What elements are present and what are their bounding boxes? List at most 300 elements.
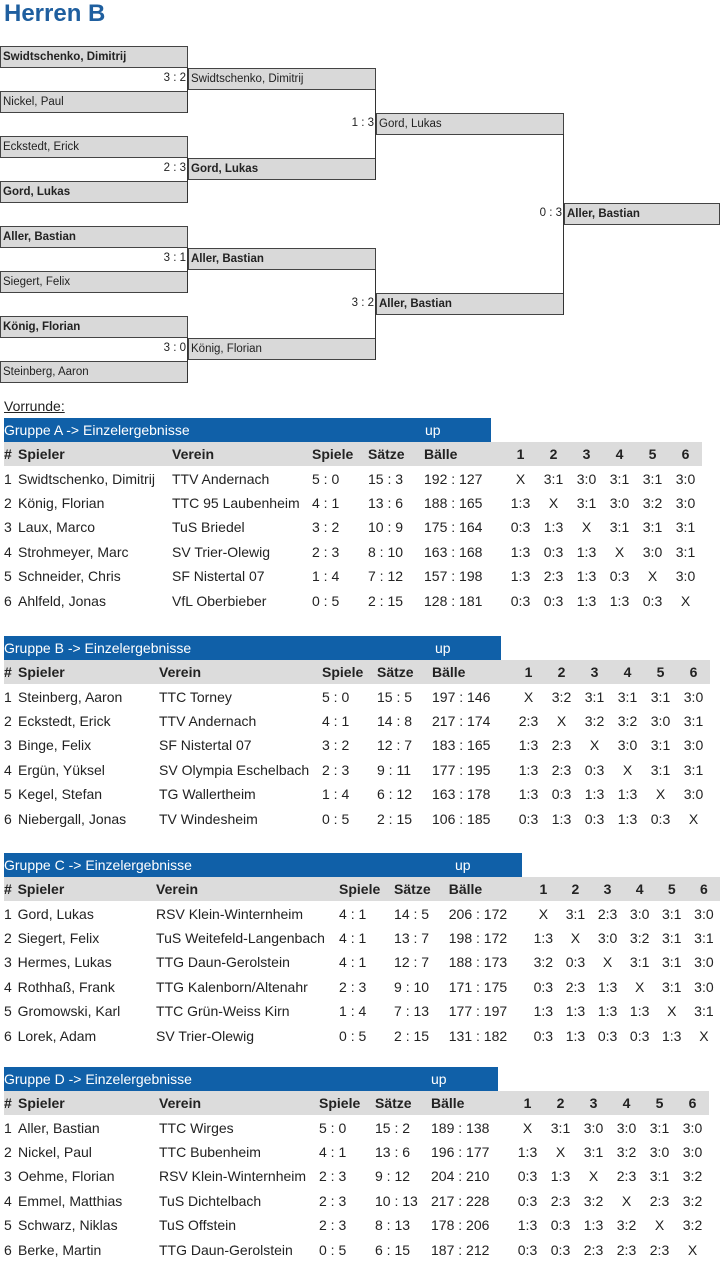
bracket-r2-player[interactable]: König, Florian — [188, 338, 376, 360]
result-cell: 0:3 — [584, 761, 605, 778]
player-cell[interactable]: Laux, Marco — [18, 519, 96, 536]
table-row — [4, 1237, 709, 1261]
club-cell[interactable]: SV Olympia Eschelbach — [159, 761, 310, 778]
result-cell: 1:3 — [576, 592, 597, 609]
rank-cell: 6 — [4, 1027, 12, 1044]
result-cell: 3:1 — [543, 470, 564, 487]
club-cell[interactable]: TuS Dichtelbach — [159, 1192, 262, 1209]
result-cell: 1:3 — [518, 786, 539, 803]
club-cell[interactable]: SV Trier-Olewig — [172, 543, 271, 560]
column-header: Spieler — [18, 1095, 65, 1112]
player-cell[interactable]: Kegel, Stefan — [18, 786, 103, 803]
player-cell[interactable]: Lorek, Adam — [17, 1027, 97, 1044]
club-cell[interactable]: TTC Torney — [159, 688, 232, 705]
result-cell: X — [699, 1027, 709, 1044]
club-cell[interactable]: TTC Bubenheim — [159, 1143, 261, 1160]
result-cell: 3:1 — [565, 905, 586, 922]
result-cell: 3:1 — [617, 688, 638, 705]
sets-cell: 14 : 5 — [394, 905, 430, 922]
player-cell[interactable]: Ergün, Yüksel — [18, 761, 105, 778]
club-cell[interactable]: TTC 95 Laubenheim — [172, 494, 300, 511]
games-cell: 2 : 3 — [312, 543, 340, 560]
result-cell: 0:3 — [533, 1027, 554, 1044]
column-header: Spiele — [322, 664, 364, 681]
sets-cell: 8 : 10 — [368, 543, 404, 560]
bracket-connector-line — [187, 67, 188, 113]
balls-cell: 189 : 138 — [431, 1119, 490, 1136]
result-cell: X — [570, 929, 581, 946]
player-cell[interactable]: Berke, Martin — [18, 1241, 102, 1258]
result-cell: 0:3 — [543, 592, 564, 609]
rank-cell: 2 — [4, 929, 12, 946]
column-header: 6 — [689, 664, 698, 681]
sets-cell: 7 : 12 — [368, 568, 404, 585]
results-table — [4, 442, 702, 613]
table-row — [4, 1023, 720, 1047]
club-cell[interactable]: TTG Kalenborn/Altenahr — [156, 978, 308, 995]
result-cell: 2:3 — [616, 1168, 637, 1185]
player-cell[interactable]: Strohmeyer, Marc — [18, 543, 129, 560]
result-cell: 0:3 — [565, 954, 586, 971]
result-cell: 2:3 — [543, 568, 564, 585]
column-header: 4 — [623, 664, 632, 681]
club-cell[interactable]: TuS Weitefeld-Langenbach — [156, 929, 325, 946]
rank-cell: 6 — [4, 1241, 12, 1258]
player-cell[interactable]: Schwarz, Niklas — [18, 1217, 118, 1234]
result-cell: 3:1 — [650, 761, 671, 778]
result-cell: 3:1 — [584, 688, 605, 705]
group-header-bar — [4, 853, 522, 877]
result-cell: 3:0 — [694, 905, 714, 922]
games-cell: 4 : 1 — [339, 929, 367, 946]
result-cell: 3:0 — [616, 1119, 637, 1136]
result-cell: 3:1 — [662, 905, 682, 922]
result-cell: 1:3 — [517, 1143, 538, 1160]
result-cell: 3:1 — [662, 929, 682, 946]
table-row — [4, 564, 702, 588]
sets-cell: 6 : 15 — [375, 1241, 411, 1258]
result-cell: 3:0 — [597, 929, 618, 946]
games-cell: 0 : 5 — [319, 1241, 347, 1258]
rank-cell: 6 — [4, 592, 12, 609]
result-cell: 3:0 — [650, 712, 671, 729]
result-cell: 3:1 — [662, 978, 682, 995]
sets-cell: 13 : 6 — [375, 1143, 411, 1160]
sets-cell: 9 : 11 — [377, 761, 411, 778]
bracket-r1-player[interactable]: Siegert, Felix — [0, 271, 188, 293]
bracket-connector-line — [375, 269, 376, 360]
result-cell: 3:0 — [649, 1143, 670, 1160]
bracket-r2-player[interactable]: Gord, Lukas — [188, 158, 376, 180]
column-header: 6 — [699, 881, 708, 898]
player-cell[interactable]: Rothhaß, Frank — [17, 978, 115, 995]
result-cell: 1:3 — [662, 1027, 682, 1044]
table-header-row — [4, 877, 720, 901]
table-header-row — [4, 1091, 709, 1115]
club-cell[interactable]: TTC Wirges — [159, 1119, 234, 1136]
club-cell[interactable]: TTG Daun-Gerolstein — [159, 1241, 293, 1258]
column-header: Verein — [172, 446, 215, 463]
result-cell: 3:0 — [683, 688, 704, 705]
games-cell: 2 : 3 — [322, 761, 350, 778]
result-cell: 0:3 — [533, 978, 554, 995]
bracket-connector-line — [375, 89, 376, 180]
bracket-score: 0 : 3 — [539, 207, 562, 219]
bracket-r3-player[interactable]: Gord, Lukas — [376, 113, 564, 135]
result-cell: X — [621, 1192, 632, 1209]
result-cell: 1:3 — [565, 1027, 586, 1044]
result-cell: X — [538, 905, 549, 922]
result-cell: X — [680, 592, 691, 609]
sets-cell: 10 : 13 — [375, 1192, 418, 1209]
club-cell[interactable]: SV Trier-Olewig — [156, 1027, 255, 1044]
result-cell: 2:3 — [597, 905, 618, 922]
bracket-score: 3 : 0 — [163, 342, 186, 354]
column-header: 5 — [655, 1095, 664, 1112]
column-header: 3 — [590, 664, 599, 681]
bracket-r1-player[interactable]: Swidtschenko, Dimitrij — [0, 46, 188, 68]
player-cell[interactable]: Gord, Lukas — [17, 905, 94, 922]
result-cell: 3:2 — [682, 1168, 703, 1185]
result-cell: 1:3 — [543, 519, 564, 536]
result-cell: 3:0 — [683, 737, 704, 754]
result-cell: 1:3 — [576, 568, 597, 585]
result-cell: 3:0 — [682, 1143, 703, 1160]
column-header: Spieler — [17, 881, 65, 898]
club-cell[interactable]: TuS Offstein — [159, 1217, 237, 1234]
result-cell: X — [581, 519, 592, 536]
result-cell: 3:0 — [629, 905, 650, 922]
games-cell: 0 : 5 — [312, 592, 340, 609]
club-cell[interactable]: VfL Oberbieber — [172, 592, 267, 609]
club-cell[interactable]: TuS Briedel — [172, 519, 245, 536]
games-cell: 2 : 3 — [319, 1192, 347, 1209]
result-cell: 3:0 — [682, 1119, 703, 1136]
bracket-connector-line — [187, 157, 188, 203]
result-cell: 1:3 — [583, 1217, 604, 1234]
player-cell[interactable]: Siegert, Felix — [17, 929, 100, 946]
bracket-r1-player[interactable]: Eckstedt, Erick — [0, 136, 188, 158]
rank-cell: 1 — [4, 905, 12, 922]
player-cell[interactable]: Eckstedt, Erick — [18, 712, 111, 729]
column-header: 3 — [582, 446, 591, 463]
sets-cell: 8 : 13 — [375, 1217, 411, 1234]
result-cell: 0:3 — [550, 1241, 571, 1258]
page-title: Herren B — [4, 0, 106, 27]
group-header-bar — [4, 636, 501, 660]
bracket-r1-player[interactable]: Gord, Lukas — [0, 181, 188, 203]
up-link[interactable]: up — [431, 1071, 447, 1087]
games-cell: 1 : 4 — [312, 568, 340, 585]
rank-cell: 1 — [4, 1119, 12, 1136]
table-row — [4, 1115, 709, 1139]
balls-cell: 192 : 127 — [424, 470, 483, 487]
balls-cell: 198 : 172 — [448, 929, 508, 946]
column-header: Bälle — [431, 1095, 465, 1112]
column-header: # — [4, 1095, 12, 1112]
balls-cell: 217 : 228 — [431, 1192, 490, 1209]
column-header: Verein — [156, 881, 199, 898]
result-cell: 3:0 — [675, 494, 696, 511]
result-cell: 3:1 — [683, 712, 704, 729]
result-cell: 3:1 — [675, 519, 696, 536]
games-cell: 1 : 4 — [339, 1003, 367, 1020]
result-cell: 0:3 — [597, 1027, 618, 1044]
result-cell: 3:2 — [533, 954, 554, 971]
player-cell[interactable]: Nickel, Paul — [18, 1143, 92, 1160]
games-cell: 2 : 3 — [339, 978, 367, 995]
club-cell[interactable]: SF Nistertal 07 — [159, 737, 252, 754]
club-cell[interactable]: TTV Andernach — [159, 712, 257, 729]
result-cell: 2:3 — [518, 712, 539, 729]
group-C — [4, 853, 720, 1048]
bracket-r3-player[interactable]: Aller, Bastian — [376, 293, 564, 315]
result-cell: 1:3 — [510, 494, 531, 511]
result-cell: X — [634, 978, 645, 995]
bracket-r2-player[interactable]: Swidtschenko, Dimitrij — [188, 68, 376, 90]
column-header: Spiele — [312, 446, 354, 463]
rank-cell: 2 — [4, 494, 12, 511]
club-cell[interactable]: TTG Daun-Gerolstein — [156, 954, 290, 971]
balls-cell: 177 : 195 — [432, 761, 491, 778]
column-header: 1 — [516, 446, 525, 463]
bracket-connector-line — [187, 247, 188, 293]
result-cell: 3:2 — [616, 1143, 637, 1160]
result-cell: 3:2 — [584, 712, 605, 729]
bracket-r2-player[interactable]: Aller, Bastian — [188, 248, 376, 270]
games-cell: 4 : 1 — [319, 1143, 347, 1160]
result-cell: 3:0 — [617, 737, 638, 754]
sets-cell: 15 : 2 — [375, 1119, 411, 1136]
column-header: Spiele — [339, 881, 381, 898]
column-header: 1 — [523, 1095, 532, 1112]
result-cell: X — [515, 470, 526, 487]
player-cell[interactable]: Binge, Felix — [18, 737, 92, 754]
table-row — [4, 684, 710, 708]
club-cell[interactable]: RSV Klein-Winternheim — [156, 905, 304, 922]
result-cell: 2:3 — [551, 737, 572, 754]
result-cell: 2:3 — [616, 1241, 637, 1258]
games-cell: 4 : 1 — [312, 494, 340, 511]
result-cell: 3:1 — [662, 954, 682, 971]
column-header: 2 — [571, 881, 580, 898]
result-cell: X — [622, 761, 633, 778]
rank-cell: 2 — [4, 1143, 12, 1160]
player-cell[interactable]: König, Florian — [18, 494, 105, 511]
club-cell[interactable]: TV Windesheim — [159, 810, 258, 827]
result-cell: 0:3 — [543, 543, 564, 560]
sets-cell: 2 : 15 — [368, 592, 404, 609]
table-row — [4, 926, 720, 950]
column-header: Sätze — [377, 664, 414, 681]
rank-cell: 3 — [4, 954, 12, 971]
result-cell: X — [588, 1168, 599, 1185]
balls-cell: 171 : 175 — [448, 978, 508, 995]
result-cell: 0:3 — [510, 519, 531, 536]
balls-cell: 178 : 206 — [431, 1217, 490, 1234]
balls-cell: 183 : 165 — [432, 737, 491, 754]
player-cell[interactable]: Hermes, Lukas — [17, 954, 112, 971]
result-cell: 0:3 — [550, 1217, 571, 1234]
group-title-link[interactable]: Gruppe A -> Einzelergebnisse — [4, 422, 190, 438]
tournament-bracket — [0, 42, 720, 387]
games-cell: 2 : 3 — [319, 1217, 347, 1234]
result-cell: 0:3 — [510, 592, 531, 609]
results-table — [4, 1091, 709, 1262]
balls-cell: 197 : 146 — [432, 688, 491, 705]
table-row — [4, 588, 702, 612]
group-title-link[interactable]: Gruppe D -> Einzelergebnisse — [4, 1071, 192, 1087]
player-cell[interactable]: Ahlfeld, Jonas — [18, 592, 106, 609]
balls-cell: 106 : 185 — [432, 810, 491, 827]
table-row — [4, 975, 720, 999]
result-cell: X — [523, 688, 534, 705]
result-cell: X — [614, 543, 625, 560]
column-header: Spiele — [319, 1095, 361, 1112]
rank-cell: 6 — [4, 810, 12, 827]
table-row — [4, 758, 710, 782]
rank-cell: 5 — [4, 1217, 12, 1234]
sets-cell: 2 : 15 — [377, 810, 413, 827]
column-header: 5 — [656, 664, 665, 681]
player-cell[interactable]: Niebergall, Jonas — [18, 810, 127, 827]
table-row — [4, 806, 710, 830]
player-cell[interactable]: Steinberg, Aaron — [18, 688, 123, 705]
result-cell: 1:3 — [617, 810, 638, 827]
column-header: 4 — [635, 881, 644, 898]
club-cell[interactable]: TG Wallertheim — [159, 786, 256, 803]
result-cell: 3:0 — [583, 1119, 604, 1136]
up-link[interactable]: up — [425, 422, 441, 438]
result-cell: 3:1 — [675, 543, 696, 560]
bracket-r1-player[interactable]: König, Florian — [0, 316, 188, 338]
bracket-final-player[interactable]: Aller, Bastian — [564, 203, 720, 225]
bracket-score: 3 : 1 — [163, 252, 186, 264]
sets-cell: 2 : 15 — [394, 1027, 430, 1044]
player-cell[interactable]: Schneider, Chris — [18, 568, 121, 585]
club-cell[interactable]: SF Nistertal 07 — [172, 568, 265, 585]
column-header: 2 — [556, 1095, 565, 1112]
column-header: 2 — [557, 664, 566, 681]
column-header: # — [4, 881, 12, 898]
sets-cell: 15 : 3 — [368, 470, 404, 487]
result-cell: X — [654, 1217, 665, 1234]
result-cell: 1:3 — [551, 810, 572, 827]
column-header: Bälle — [448, 881, 483, 898]
column-header: 6 — [681, 446, 690, 463]
player-cell[interactable]: Swidtschenko, Dimitrij — [18, 470, 155, 487]
result-cell: 3:1 — [642, 470, 663, 487]
rank-cell: 5 — [4, 1003, 12, 1020]
rank-cell: 5 — [4, 568, 12, 585]
group-D — [4, 1067, 709, 1262]
result-cell: 2:3 — [551, 761, 572, 778]
result-cell: 3:1 — [683, 761, 704, 778]
group-title-link[interactable]: Gruppe B -> Einzelergebnisse — [4, 640, 192, 656]
column-header: Spieler — [18, 664, 65, 681]
rank-cell: 4 — [4, 978, 12, 995]
games-cell: 2 : 3 — [319, 1168, 347, 1185]
result-cell: 3:1 — [642, 519, 663, 536]
result-cell: 3:1 — [609, 519, 630, 536]
balls-cell: 206 : 172 — [448, 905, 508, 922]
rank-cell: 2 — [4, 712, 12, 729]
result-cell: 3:2 — [642, 494, 663, 511]
result-cell: 3:1 — [650, 737, 671, 754]
sets-cell: 12 : 7 — [377, 737, 413, 754]
bracket-connector-line — [563, 134, 564, 315]
club-cell[interactable]: TTV Andernach — [172, 470, 270, 487]
sets-cell: 13 : 6 — [368, 494, 404, 511]
column-header: 5 — [667, 881, 676, 898]
result-cell: 3:1 — [576, 494, 597, 511]
balls-cell: 217 : 174 — [432, 712, 491, 729]
result-cell: 3:2 — [551, 688, 572, 705]
player-cell[interactable]: Emmel, Matthias — [18, 1192, 123, 1209]
player-cell[interactable]: Oehme, Florian — [18, 1168, 115, 1185]
club-cell[interactable]: RSV Klein-Winternheim — [159, 1168, 307, 1185]
balls-cell: 177 : 197 — [448, 1003, 508, 1020]
result-cell: 1:3 — [518, 737, 539, 754]
column-header: 2 — [549, 446, 558, 463]
sets-cell: 9 : 12 — [375, 1168, 411, 1185]
result-cell: 3:0 — [642, 543, 663, 560]
result-cell: 3:2 — [616, 1217, 637, 1234]
table-row — [4, 1189, 709, 1213]
result-cell: X — [688, 810, 699, 827]
result-cell: 2:3 — [565, 978, 586, 995]
games-cell: 0 : 5 — [339, 1027, 367, 1044]
balls-cell: 188 : 173 — [448, 954, 508, 971]
rank-cell: 1 — [4, 470, 12, 487]
vorrunde-label: Vorrunde: — [4, 398, 65, 414]
result-cell: 3:0 — [675, 470, 696, 487]
result-cell: 2:3 — [583, 1241, 604, 1258]
up-link[interactable]: up — [455, 857, 471, 873]
result-cell: 1:3 — [576, 543, 597, 560]
bracket-r1-player[interactable]: Steinberg, Aaron — [0, 361, 188, 383]
column-header: 3 — [603, 881, 612, 898]
result-cell: 3:1 — [694, 1003, 714, 1020]
result-cell: 3:0 — [609, 494, 630, 511]
games-cell: 1 : 4 — [322, 786, 350, 803]
games-cell: 0 : 5 — [322, 810, 350, 827]
group-title-link[interactable]: Gruppe C -> Einzelergebnisse — [4, 857, 192, 873]
column-header: 6 — [688, 1095, 697, 1112]
result-cell: X — [602, 954, 613, 971]
result-cell: 3:1 — [609, 470, 630, 487]
result-cell: 3:2 — [629, 929, 650, 946]
table-header-row — [4, 442, 702, 466]
sets-cell: 9 : 10 — [394, 978, 430, 995]
bracket-r1-player[interactable]: Nickel, Paul — [0, 91, 188, 113]
results-table — [4, 877, 720, 1048]
balls-cell: 196 : 177 — [431, 1143, 490, 1160]
bracket-score: 3 : 2 — [351, 297, 374, 309]
club-cell[interactable]: TTC Grün-Weiss Kirn — [156, 1003, 290, 1020]
column-header: Sätze — [394, 881, 431, 898]
games-cell: 4 : 1 — [339, 954, 367, 971]
result-cell: 3:2 — [682, 1192, 703, 1209]
up-link[interactable]: up — [435, 640, 451, 656]
result-cell: 0:3 — [517, 1168, 538, 1185]
bracket-r1-player[interactable]: Aller, Bastian — [0, 226, 188, 248]
result-cell: 3:2 — [583, 1192, 604, 1209]
balls-cell: 204 : 210 — [431, 1168, 490, 1185]
column-header: Spieler — [18, 446, 65, 463]
player-cell[interactable]: Aller, Bastian — [18, 1119, 100, 1136]
player-cell[interactable]: Gromowski, Karl — [17, 1003, 121, 1020]
